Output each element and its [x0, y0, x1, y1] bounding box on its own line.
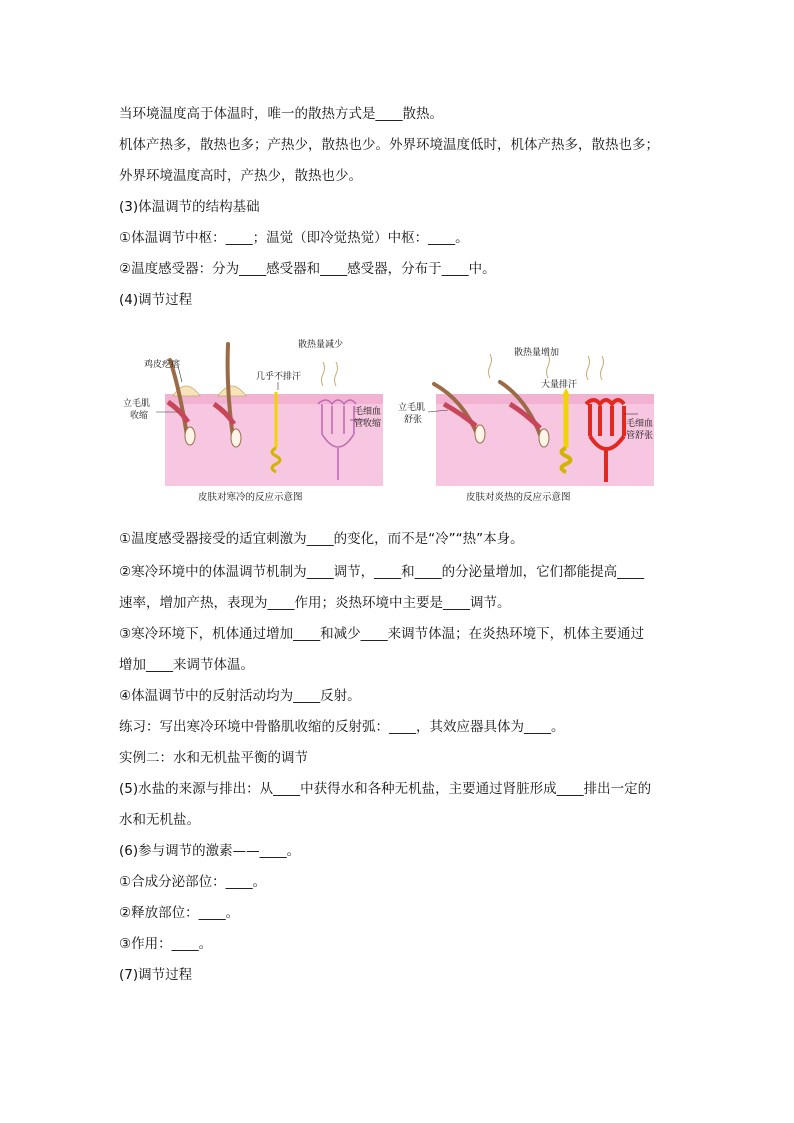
- hot-panel: [398, 346, 654, 503]
- section-heading-6: (6)参与调节的激素——____。: [119, 843, 301, 859]
- label-vessel-4: 管舒张: [626, 431, 654, 441]
- label-arrector-4: 舒张: [404, 415, 423, 425]
- text-line-2: 机体产热多，散热也多；产热少，散热也少。外界环境温度低时，机体产热多，散热也多；: [119, 137, 659, 153]
- text-line-12: 练习：写出寒冷环境中骨骼肌收缩的反射弧：____，其效应器具体为____。: [119, 719, 565, 735]
- text-line-9: ③寒冷环境下，机体通过增加____和减少____来调节体温；在炎热环境下，机体主要通过: [119, 626, 645, 642]
- heat-wave-hot-4: [601, 356, 604, 380]
- label-arrector-1: 立毛肌: [123, 399, 151, 409]
- label-heat-more: 散热量增加: [514, 348, 560, 358]
- cold-panel: [123, 338, 383, 503]
- label-much-sweat: 大量排汗: [541, 380, 578, 390]
- section-heading-7: (7)调节过程: [119, 967, 193, 983]
- text-line-8: 速率，增加产热，表现为____作用；炎热环境中主要是____调节。: [119, 595, 511, 611]
- section-heading-4: (4)调节过程: [119, 292, 193, 308]
- text-line-7: ②寒冷环境中的体温调节机制为____调节，____和____的分泌量增加，它们都能提高____: [119, 564, 645, 580]
- text-line-16: ②释放部位：____。: [119, 905, 240, 921]
- follicle-3: [475, 425, 485, 443]
- heat-wave-hot-3: [587, 356, 590, 380]
- follicle-2: [231, 429, 241, 447]
- heat-wave-cold-2: [335, 362, 338, 386]
- text-line-10: 增加____来调节体温。: [119, 657, 254, 673]
- text-line-3: 外界环境温度高时，产热少，散热也少。: [119, 168, 362, 184]
- text-line-11: ④体温调节中的反射活动均为____反射。: [119, 688, 361, 704]
- label-vessel-3: 毛细血: [626, 419, 654, 429]
- label-heat-less: 散热量减少: [298, 340, 344, 350]
- follicle-1: [185, 427, 195, 445]
- text-line-5: ②温度感受器：分为____感受器和____感受器，分布于____中。: [119, 261, 496, 277]
- caption-cold: 皮肤对寒冷的反应示意图: [198, 492, 303, 503]
- section-heading-example-2: 实例二：水和无机盐平衡的调节: [119, 750, 308, 766]
- text-line-6: ①温度感受器接受的适宜刺激为____的变化，而不是“冷”“热”本身。: [119, 531, 524, 547]
- text-line-13: (5)水盐的来源与排出：从____中获得水和各种无机盐，主要通过肾脏形成____排出一定的: [119, 781, 652, 797]
- goosebump-2: [218, 386, 246, 396]
- text-line-4: ①体温调节中枢：____；温觉（即冷觉热觉）中枢：____。: [119, 230, 469, 246]
- label-vessel-2: 管收缩: [354, 419, 382, 429]
- text-line-1: 当环境温度高于体温时，唯一的散热方式是____散热。: [119, 106, 443, 122]
- skin-response-figure: [118, 330, 678, 510]
- label-no-sweat: 几乎不排汗: [256, 372, 302, 382]
- caption-hot: 皮肤对炎热的反应示意图: [466, 492, 571, 503]
- label-arrector-3: 立毛肌: [398, 403, 426, 413]
- heat-wave-cold-1: [322, 362, 325, 386]
- text-line-14: 水和无机盐。: [119, 812, 200, 828]
- skin-diagram-svg: [118, 330, 678, 510]
- section-heading-3: (3)体温调节的结构基础: [119, 199, 260, 215]
- label-goosebumps: 鸡皮疙瘩: [144, 360, 181, 370]
- heat-wave-hot-1: [489, 354, 492, 378]
- text-line-17: ③作用：____。: [119, 936, 213, 952]
- label-arrector-2: 收缩: [130, 411, 149, 421]
- text-line-15: ①合成分泌部位：____。: [119, 874, 267, 890]
- label-vessel-1: 毛细血: [354, 407, 382, 417]
- follicle-4: [539, 429, 549, 447]
